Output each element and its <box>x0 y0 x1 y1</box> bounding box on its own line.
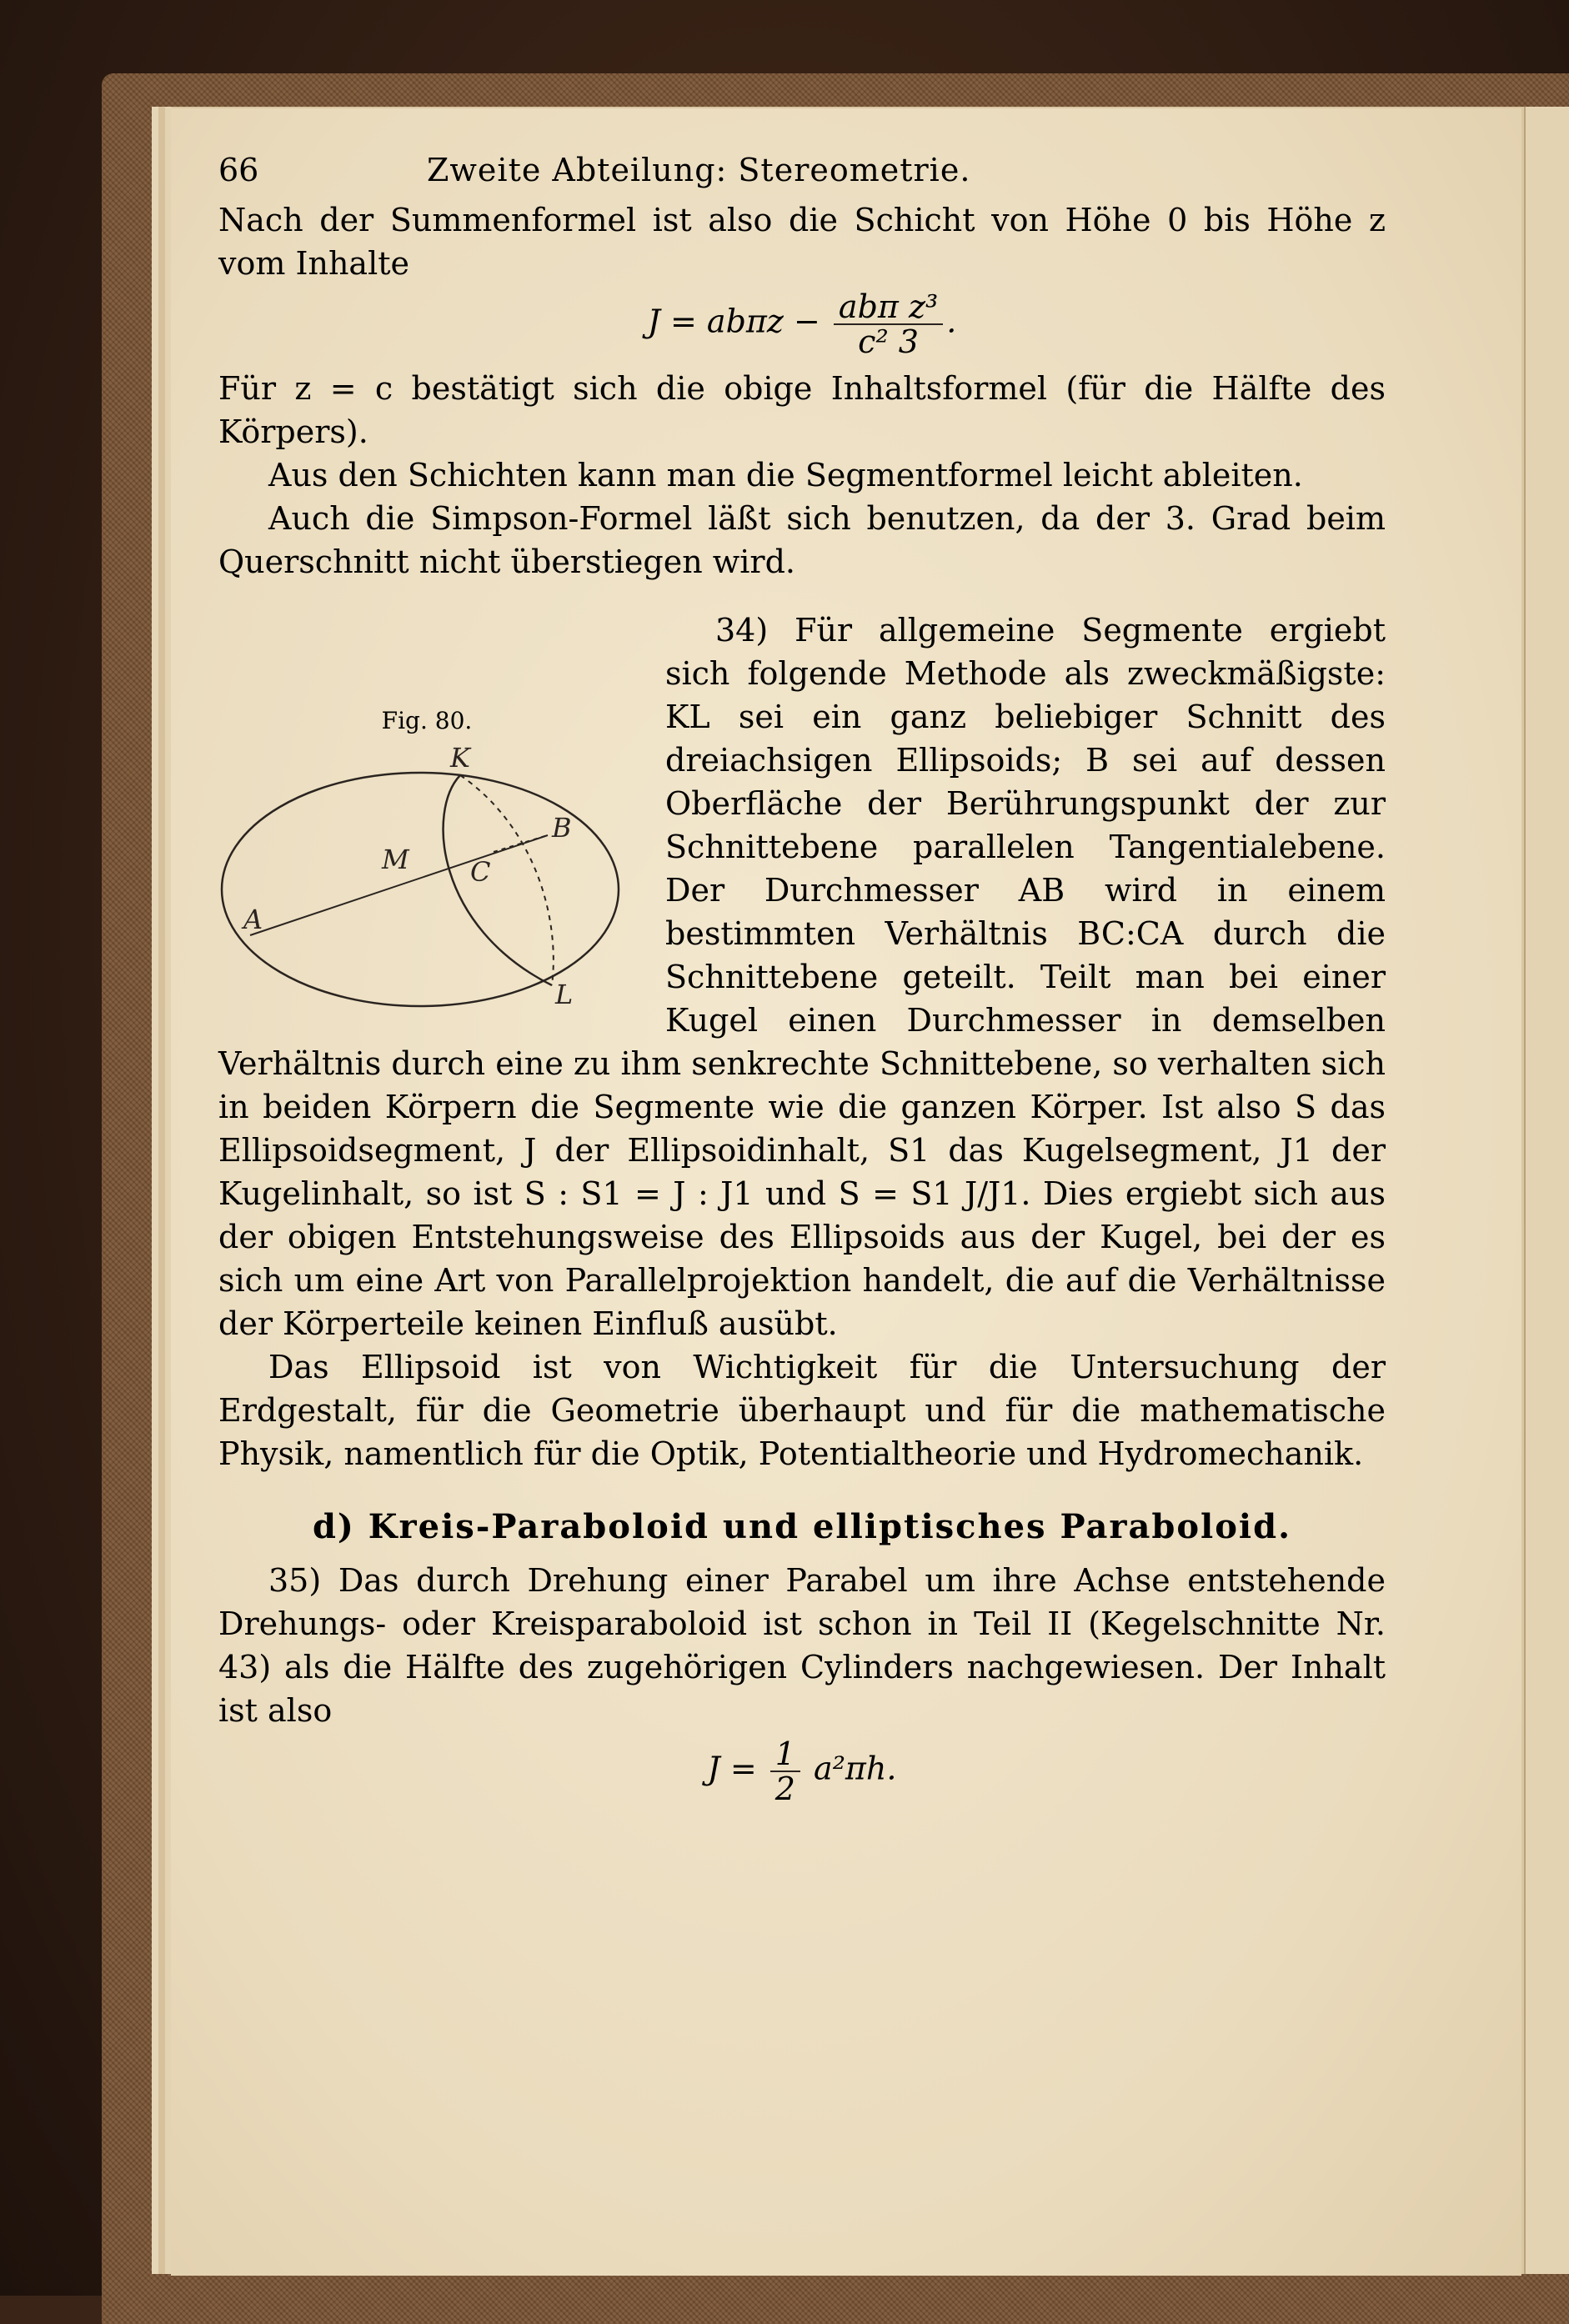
paragraph-segmentformel: Aus den Schichten kann man die Segmentformel leicht ableiten. <box>268 457 1303 493</box>
label-K: K <box>450 742 470 774</box>
label-A: A <box>243 904 263 935</box>
section-34 <box>218 609 1386 1345</box>
fraction-denominator: c² 3 <box>858 323 919 360</box>
figure-80 <box>218 695 635 1035</box>
page-header <box>218 148 1386 198</box>
fraction2-denominator: 2 <box>774 1771 795 1807</box>
fraction-numerator: abπ z³ <box>834 290 943 325</box>
formula-paraboloid <box>218 1737 1386 1806</box>
figure-caption: Fig. 80. <box>381 707 473 734</box>
page-number: 66 <box>218 152 259 188</box>
page-text <box>218 148 1386 1814</box>
next-page-edge <box>1524 107 1569 2274</box>
formula2-fraction <box>770 1737 800 1806</box>
section-title: d) Kreis-Paraboloid und elliptisches Paraboloid. <box>312 1507 1292 1546</box>
ellipsoid-diagram <box>218 735 635 1035</box>
outer-ellipse <box>222 773 619 1006</box>
cut-curve-front <box>444 775 552 985</box>
paragraph-summenformel: Nach der Summenformel ist also die Schicht von Höhe 0 bis Höhe z vom Inhalte <box>218 202 1386 282</box>
formula2-left: J = <box>707 1750 757 1787</box>
paragraph-simpson: Auch die Simpson-Formel läßt sich benutzen, da der 3. Grad beim Querschnitt nicht überstiegen wird. <box>218 500 1386 580</box>
formula-fraction <box>834 290 943 358</box>
paragraph-segmente: 34) Für allgemeine Segmente ergiebt sich folgende Methode als zweckmäßigste: KL sei ein ganz beliebiger Schnitt des dreiachsigen Ellipsoids; B sei auf dessen Oberfläche der Berührungspunkt der zur Schnittebene parallelen Tangentialebene. Der Durchmesser AB wird in einem bestimmten Verhältnis BC:CA durch die Schnittebene geteilt. Teilt man bei einer Kugel einen Durchmesser in demselben Verhältnis durch eine zu ihm senkrechte Schnittebene, so verhalten sich in beiden Körpern die Segmente wie die ganzen Körper. Ist also S das Ellipsoidsegment, J der Ellipsoidinhalt, S1 das Kugelsegment, J1 der Kugelinhalt, so ist S : S1 = J : J1 und S = S1 J/J1. Dies ergiebt sich aus der obigen Entstehungsweise des Ellipsoids aus der Kugel, bei der es sich um eine Art von Parallelprojektion handelt, die auf die Verhältnisse der Körperteile keinen Einfluß ausübt. <box>218 612 1386 1342</box>
formula-schicht: J = abπz − $\frac{\text{abπ z³}}{\text{c² 3}}$ . <box>647 288 957 360</box>
label-M: M <box>382 844 409 875</box>
paragraph-paraboloid: 35) Das durch Drehung einer Parabel um ihre Achse entstehende Drehungs- oder Kreisparaboloid ist schon in Teil II (Kegelschnitte Nr. 43) als die Hälfte des zugehörigen Cylinders nachgewiesen. Der Inhalt ist also <box>218 1562 1386 1729</box>
paragraph-bestaetigung: Für z = c bestätigt sich die obige Inhaltsformel (für die Hälfte des Körpers). <box>218 370 1386 450</box>
label-L: L <box>555 979 574 1010</box>
paragraph-ellipsoid: Das Ellipsoid ist von Wichtigkeit für die Untersuchung der Erdgestalt, für die Geometrie überhaupt und für die mathematische Physik, namentlich für die Optik, Potentialtheorie und Hydromechanik. <box>218 1349 1386 1472</box>
formula2-right: a²πh. <box>814 1750 897 1787</box>
formula-left: J = abπz − <box>647 303 820 340</box>
running-title: Zweite Abteilung: Stereometrie. <box>427 152 971 188</box>
label-B: B <box>552 812 572 844</box>
label-C: C <box>470 856 491 888</box>
fraction2-numerator: 1 <box>770 1737 800 1772</box>
